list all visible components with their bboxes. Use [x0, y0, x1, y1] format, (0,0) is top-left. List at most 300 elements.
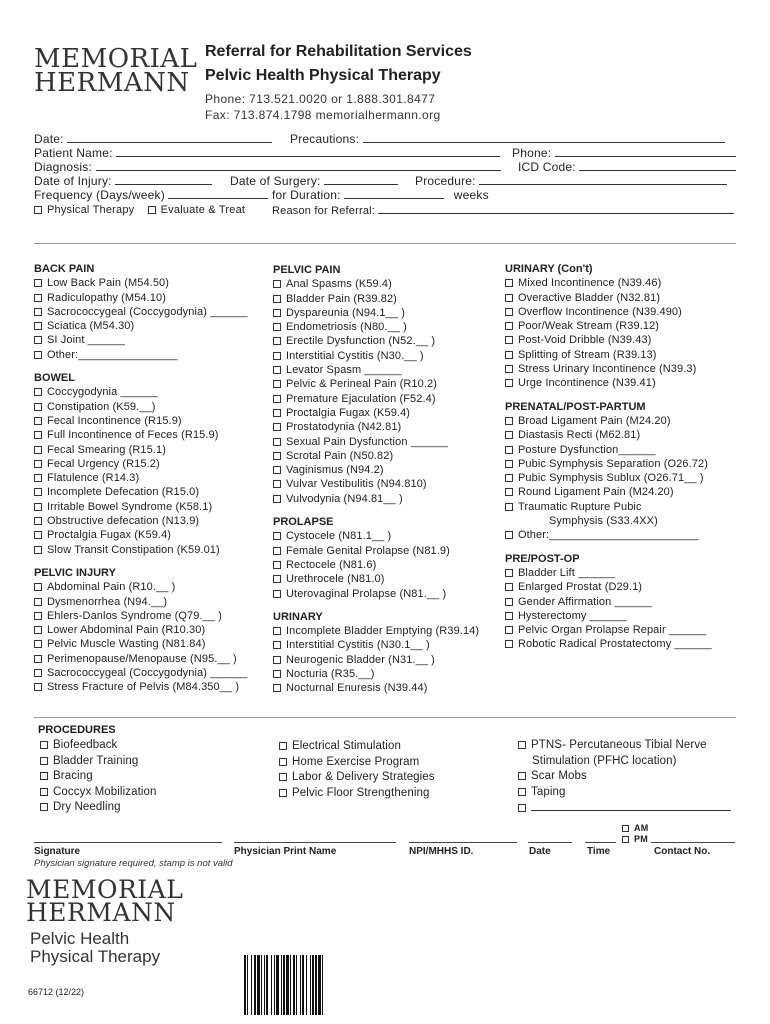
section-heading: PELVIC INJURY [34, 566, 116, 579]
footer-title-line2: Physical Therapy [30, 947, 161, 966]
checkbox[interactable] [505, 294, 513, 302]
diagnosis-option[interactable] [34, 348, 266, 362]
diagnosis-option[interactable] [505, 428, 740, 442]
precautions-label: Precautions: [290, 132, 360, 146]
checkbox[interactable] [505, 336, 513, 344]
procedure-label: Home Exercise Program [292, 755, 420, 768]
checkbox[interactable] [34, 488, 42, 496]
barcode-bar [261, 955, 262, 1015]
procedure-label: Bladder Training [53, 754, 139, 767]
checkbox[interactable] [505, 598, 513, 606]
footer-logo-line2: HERMANN [26, 898, 176, 927]
diagnosis-option[interactable] [34, 680, 266, 694]
diagnosis-option[interactable] [34, 305, 266, 319]
referral-type-row [34, 203, 245, 217]
checkbox[interactable] [279, 773, 287, 781]
procedure-label: Labor & Delivery Strategies [292, 771, 435, 783]
section-heading: BOWEL [34, 372, 75, 385]
diagnosis-option[interactable] [34, 623, 266, 637]
diagnosis-option[interactable] [273, 587, 505, 601]
option-label: Neurogenic Bladder (N31.__ ) [286, 653, 435, 666]
option-label: Fecal Smearing (R15.1) [47, 443, 166, 456]
date-input[interactable] [67, 132, 272, 143]
procedure-option[interactable] [40, 785, 157, 801]
diagnosis-option[interactable] [273, 653, 505, 667]
diagnosis-option[interactable] [505, 514, 740, 528]
diagnosis-option[interactable] [273, 334, 505, 348]
diagnosis-option[interactable] [505, 333, 740, 347]
diagnosis-option[interactable] [273, 572, 505, 586]
option-label: Endometriosis (N80.__ ) [286, 321, 407, 334]
header-phone: Phone: 713.521.0020 or 1.888.301.8477 [205, 92, 436, 106]
diagnosis-column-3 [505, 262, 740, 652]
am-checkbox[interactable] [622, 825, 629, 832]
diagnosis-option[interactable] [505, 500, 740, 514]
checkbox[interactable] [273, 480, 281, 488]
option-label: Other:________________________ [518, 529, 699, 542]
pm-checkbox[interactable] [622, 836, 629, 843]
diagnosis-option[interactable] [273, 681, 505, 695]
diagnosis-option[interactable] [505, 623, 740, 637]
option-label: Urge Incontinence (N39.41) [518, 377, 656, 390]
pm-label: PM [634, 834, 648, 844]
diagnosis-option[interactable] [273, 406, 505, 420]
checkbox[interactable] [34, 655, 42, 663]
checkbox[interactable] [34, 431, 42, 439]
procedure-option[interactable] [40, 738, 157, 754]
procedure-label: Bracing [53, 770, 93, 782]
checkbox[interactable] [34, 612, 42, 620]
option-label: Overflow Incontinence (N39.490) [518, 305, 682, 318]
checkbox[interactable] [34, 640, 42, 648]
option-label: Vulvodynia (N94.81__ ) [286, 492, 403, 505]
checkbox[interactable] [34, 446, 42, 454]
diagnosis-option[interactable] [34, 276, 266, 290]
diagnosis-option[interactable] [505, 637, 740, 651]
header-titles [205, 40, 472, 123]
phone-label: Phone: [512, 146, 552, 160]
section-heading: URINARY [273, 610, 323, 623]
checkbox[interactable] [505, 351, 513, 359]
diagnosis-option[interactable] [505, 457, 740, 471]
option-label: Enlarged Prostat (D29.1) [518, 581, 643, 594]
option-label: Post-Void Dribble (N39.43) [518, 334, 652, 347]
diagnosis-option[interactable] [273, 277, 505, 291]
checkbox[interactable] [273, 423, 281, 431]
procedure-input[interactable] [479, 174, 727, 185]
diagnosis-option[interactable] [34, 291, 266, 305]
checkbox[interactable] [518, 741, 526, 749]
diagnosis-option[interactable] [273, 529, 505, 543]
phone-input[interactable] [555, 146, 736, 157]
option-label: Nocturnal Enuresis (N39.44) [286, 682, 428, 695]
am-label: AM [634, 823, 649, 833]
checkbox[interactable] [273, 641, 281, 649]
checkbox[interactable] [40, 757, 48, 765]
date-field-row [34, 132, 272, 146]
footer-logo [26, 875, 184, 927]
checkbox[interactable] [505, 583, 513, 591]
checkbox[interactable] [273, 670, 281, 678]
checkbox[interactable] [279, 742, 287, 750]
diagnosis-option[interactable] [273, 306, 505, 320]
option-label: Overactive Bladder (N32.81) [518, 291, 661, 304]
diagnosis-option[interactable] [34, 514, 266, 528]
diagnosis-option[interactable] [273, 544, 505, 558]
procedure-option[interactable] [279, 755, 435, 771]
diagnosis-option[interactable] [34, 457, 266, 471]
logo-line1: MEMORIAL [34, 44, 198, 74]
checkbox[interactable] [518, 788, 526, 796]
option-label: SI Joint ______ [47, 334, 125, 347]
diagnosis-option[interactable] [273, 363, 505, 377]
checkbox[interactable] [273, 395, 281, 403]
checkbox[interactable] [34, 517, 42, 525]
logo-line2: HERMANN [34, 67, 190, 98]
diagnosis-option[interactable] [273, 463, 505, 477]
section-heading: BACK PAIN [34, 263, 95, 275]
diagnosis-option[interactable] [505, 443, 740, 457]
weeks-label: weeks [453, 188, 489, 202]
checkbox[interactable] [273, 547, 281, 555]
checkbox[interactable] [273, 352, 281, 360]
checkbox[interactable] [273, 575, 281, 583]
checkbox[interactable] [505, 417, 513, 425]
procedure-label: Stimulation (PFHC location) [532, 754, 677, 767]
frequency-input[interactable] [168, 188, 268, 199]
diagnosis-option[interactable] [273, 435, 505, 449]
checkbox[interactable] [505, 640, 513, 648]
checkbox[interactable] [34, 403, 42, 411]
time-label: Time [587, 846, 611, 857]
checkbox[interactable] [505, 460, 513, 468]
diagnosis-option[interactable] [273, 420, 505, 434]
checkbox[interactable] [40, 788, 48, 796]
procedures-heading: PROCEDURES [38, 724, 116, 736]
option-label: Incomplete Defecation (R15.0) [47, 486, 200, 499]
checkbox[interactable] [273, 495, 281, 503]
diagnosis-option[interactable] [505, 414, 740, 428]
option-label: Bladder Pain (R39.82) [286, 292, 397, 305]
diagnosis-option[interactable] [505, 528, 740, 542]
date-of-surgery-label: Date of Surgery: [230, 174, 321, 188]
checkbox[interactable] [505, 612, 513, 620]
frequency-row [34, 188, 489, 202]
barcode-bar [318, 955, 321, 1015]
option-label: Incomplete Bladder Emptying (R39.14) [286, 625, 480, 638]
date-of-injury-label: Date of Injury: [34, 174, 112, 188]
option-label: Obstructive defecation (N13.9) [47, 515, 200, 528]
diagnosis-option[interactable] [505, 291, 740, 305]
checkbox[interactable] [34, 474, 42, 482]
checkbox[interactable] [34, 583, 42, 591]
option-label: Sacrococcygeal (Coccygodynia) ______ [47, 667, 248, 680]
procedure-option[interactable] [40, 800, 157, 816]
procedure-label: Pelvic Floor Strengthening [292, 786, 430, 799]
checkbox[interactable] [273, 438, 281, 446]
frequency-label: Frequency (Days/week) [34, 188, 165, 202]
patient-name-label: Patient Name: [34, 146, 113, 160]
diagnosis-option[interactable] [34, 471, 266, 485]
checkbox[interactable] [505, 279, 513, 287]
patient-name-input[interactable] [116, 146, 500, 157]
option-label: Cystocele (N81.1__ ) [286, 530, 392, 543]
barcode-bar [322, 955, 323, 1015]
checkbox[interactable] [273, 452, 281, 460]
checkbox[interactable] [273, 323, 281, 331]
checkbox[interactable] [273, 366, 281, 374]
option-label: Other:________________ [47, 348, 178, 361]
diagnosis-option[interactable] [505, 580, 740, 594]
checkbox[interactable] [273, 590, 281, 598]
diagnosis-option[interactable] [34, 580, 266, 594]
reason-input[interactable] [378, 203, 734, 214]
checkbox[interactable] [273, 561, 281, 569]
checkbox[interactable] [518, 772, 526, 780]
checkbox[interactable] [34, 322, 42, 330]
form-number: 66712 (12/22) [28, 987, 85, 997]
checkbox[interactable] [518, 804, 526, 812]
checkbox[interactable] [273, 532, 281, 540]
diagnosis-option[interactable] [34, 528, 266, 542]
diagnosis-option[interactable] [505, 319, 740, 333]
barcode-bar [244, 955, 246, 1015]
diagnosis-option[interactable] [505, 471, 740, 485]
diagnosis-option[interactable] [273, 667, 505, 681]
divider-top [34, 243, 736, 244]
procedure-option[interactable] [518, 754, 731, 770]
diagnosis-option[interactable] [505, 376, 740, 390]
checkbox[interactable] [34, 598, 42, 606]
checkbox[interactable] [505, 379, 513, 387]
barcode-bar [281, 955, 282, 1015]
diagnosis-option[interactable] [34, 666, 266, 680]
pm-row [622, 832, 648, 846]
diagnosis-option[interactable] [34, 385, 266, 399]
diagnosis-option[interactable] [273, 449, 505, 463]
option-label: Hysterectomy ______ [518, 609, 627, 622]
phone-row [512, 146, 736, 160]
checkbox[interactable] [34, 336, 42, 344]
diagnosis-option[interactable] [273, 492, 505, 506]
checkbox[interactable] [505, 488, 513, 496]
option-label: Urethrocele (N81.0) [286, 573, 385, 586]
checkbox[interactable] [273, 409, 281, 417]
checkbox[interactable] [34, 417, 42, 425]
checkbox[interactable] [34, 351, 42, 359]
diagnosis-option[interactable] [273, 320, 505, 334]
diagnosis-input[interactable] [96, 160, 501, 171]
option-label: Round Ligament Pain (M24.20) [518, 486, 674, 499]
checkbox[interactable] [40, 741, 48, 749]
option-label: Rectocele (N81.6) [286, 558, 377, 571]
option-label: Pelvic & Perineal Pain (R10.2) [286, 378, 437, 391]
diagnosis-option[interactable] [505, 305, 740, 319]
option-label: Ehlers-Danlos Syndrome (Q79.__ ) [47, 609, 222, 622]
diagnosis-option[interactable] [273, 558, 505, 572]
option-label: Posture Dysfunction______ [518, 443, 656, 456]
checkbox[interactable] [505, 431, 513, 439]
diagnosis-option[interactable] [273, 477, 505, 491]
diagnosis-option[interactable] [273, 377, 505, 391]
diagnosis-column-1 [34, 262, 266, 695]
contact-line[interactable] [651, 842, 735, 843]
checkbox[interactable] [505, 308, 513, 316]
diagnosis-option[interactable] [273, 292, 505, 306]
icd-code-input[interactable] [579, 160, 736, 171]
option-label: Proctalgia Fugax (K59.4) [47, 529, 172, 542]
checkbox[interactable] [34, 294, 42, 302]
checkbox[interactable] [273, 309, 281, 317]
checkbox[interactable] [34, 279, 42, 287]
option-label: Nocturia (R35.__) [286, 668, 375, 681]
checkbox[interactable] [34, 308, 42, 316]
barcode-bar [296, 955, 297, 1015]
precautions-row [290, 132, 725, 146]
option-label: Dysmenorrhea (N94.__) [47, 595, 168, 608]
diagnosis-option[interactable] [34, 500, 266, 514]
diagnosis-option[interactable] [34, 319, 266, 333]
checkbox[interactable] [505, 365, 513, 373]
signature-note: Physician signature required, stamp is not valid [34, 858, 233, 869]
reason-label: Reason for Referral: [272, 205, 376, 217]
procedure-option[interactable] [518, 800, 731, 817]
diagnosis-option[interactable] [505, 566, 740, 580]
barcode-bar [274, 955, 275, 1015]
other-procedure-input[interactable] [531, 800, 731, 811]
checkbox[interactable] [34, 546, 42, 554]
procedure-option[interactable] [40, 754, 157, 770]
physical-therapy-checkbox[interactable] [34, 206, 42, 214]
checkbox[interactable] [34, 669, 42, 677]
diagnosis-option[interactable] [34, 414, 266, 428]
date-line[interactable] [528, 842, 572, 843]
diagnosis-option[interactable] [505, 348, 740, 362]
option-label: Proctalgia Fugax (K59.4) [286, 406, 411, 419]
npi-line[interactable] [409, 842, 517, 843]
checkbox[interactable] [34, 531, 42, 539]
precautions-input[interactable] [363, 132, 725, 143]
checkbox[interactable] [34, 503, 42, 511]
option-label: Pelvic Organ Prolapse Repair ______ [518, 624, 707, 637]
procedure-option[interactable] [40, 769, 157, 785]
diagnosis-option[interactable] [273, 392, 505, 406]
procedure-option[interactable] [518, 785, 731, 801]
diagnosis-option[interactable] [34, 400, 266, 414]
signature-line[interactable] [34, 842, 222, 843]
option-label: Lower Abdominal Pain (R10.30) [47, 624, 206, 637]
diagnosis-option[interactable] [34, 485, 266, 499]
checkbox[interactable] [273, 295, 281, 303]
diagnosis-option[interactable] [273, 349, 505, 363]
procedure-option[interactable] [279, 786, 435, 802]
checkbox[interactable] [273, 280, 281, 288]
checkbox[interactable] [279, 789, 287, 797]
checkbox[interactable] [505, 626, 513, 634]
diagnosis-option[interactable] [505, 276, 740, 290]
diagnosis-option[interactable] [34, 637, 266, 651]
checkbox[interactable] [34, 388, 42, 396]
checkbox[interactable] [279, 758, 287, 766]
barcode-bar [254, 955, 256, 1015]
section-heading: PROLAPSE [273, 516, 334, 529]
form-title: Referral for Rehabilitation Services [205, 43, 472, 60]
checkbox[interactable] [273, 380, 281, 388]
option-label: Dyspareunia (N94.1__ ) [286, 306, 405, 319]
checkbox[interactable] [34, 683, 42, 691]
diagnosis-option[interactable] [505, 362, 740, 376]
diagnosis-option[interactable] [505, 485, 740, 499]
option-label: Diastasis Recti (M62.81) [518, 429, 641, 442]
procedure-option[interactable] [518, 738, 731, 754]
procedures-column-3 [518, 738, 731, 817]
checkbox[interactable] [273, 337, 281, 345]
checkbox[interactable] [505, 531, 513, 539]
checkbox[interactable] [40, 772, 48, 780]
diagnosis-option[interactable] [34, 428, 266, 442]
reason-row [272, 203, 734, 218]
diagnosis-option[interactable] [505, 595, 740, 609]
evaluate-treat-checkbox[interactable] [148, 206, 156, 214]
option-label: Traumatic Rupture Pubic [518, 500, 642, 513]
option-label: Levator Spasm ______ [286, 364, 402, 377]
section-heading: PELVIC PAIN [273, 264, 341, 276]
procedure-option[interactable] [279, 739, 435, 755]
option-label: Sciatica (M54.30) [47, 320, 135, 333]
print-name-line[interactable] [234, 842, 396, 843]
checkbox[interactable] [505, 569, 513, 577]
date-label: Date: [34, 132, 64, 146]
option-label: Interstitial Cystitis (N30.1__ ) [286, 639, 430, 652]
checkbox[interactable] [273, 627, 281, 635]
checkbox[interactable] [273, 466, 281, 474]
checkbox[interactable] [505, 322, 513, 330]
evaluate-treat-label: Evaluate & Treat [160, 204, 246, 216]
date-of-injury-input[interactable] [115, 174, 212, 185]
procedure-option[interactable] [518, 769, 731, 785]
duration-input[interactable] [344, 188, 444, 199]
option-label: Slow Transit Constipation (K59.01) [47, 543, 220, 556]
checkbox[interactable] [505, 446, 513, 454]
header-fax: Fax: 713.874.1798 memorialhermann.org [205, 108, 441, 122]
diagnosis-option[interactable] [34, 333, 266, 347]
time-line[interactable] [585, 842, 616, 843]
diagnosis-option[interactable] [34, 652, 266, 666]
barcode-bar [271, 955, 272, 1015]
diagnosis-option[interactable] [34, 609, 266, 623]
diagnosis-option[interactable] [34, 543, 266, 557]
checkbox[interactable] [273, 656, 281, 664]
date-of-surgery-input[interactable] [324, 174, 398, 185]
diagnosis-option[interactable] [34, 595, 266, 609]
checkbox[interactable] [273, 684, 281, 692]
diagnosis-option[interactable] [273, 624, 505, 638]
option-label: Robotic Radical Prostatectomy ______ [518, 638, 712, 651]
icd-code-label: ICD Code: [518, 160, 576, 174]
diagnosis-option[interactable] [273, 638, 505, 652]
barcode-bar [283, 955, 285, 1015]
checkbox[interactable] [34, 460, 42, 468]
physical-therapy-label: Physical Therapy [47, 204, 135, 216]
checkbox[interactable] [505, 503, 513, 511]
checkbox[interactable] [505, 474, 513, 482]
option-label: Stress Fracture of Pelvis (M84.350__ ) [47, 681, 240, 694]
procedure-option[interactable] [279, 770, 435, 786]
checkbox[interactable] [34, 626, 42, 634]
diagnosis-option[interactable] [505, 609, 740, 623]
diagnosis-option[interactable] [34, 443, 266, 457]
checkbox[interactable] [40, 803, 48, 811]
